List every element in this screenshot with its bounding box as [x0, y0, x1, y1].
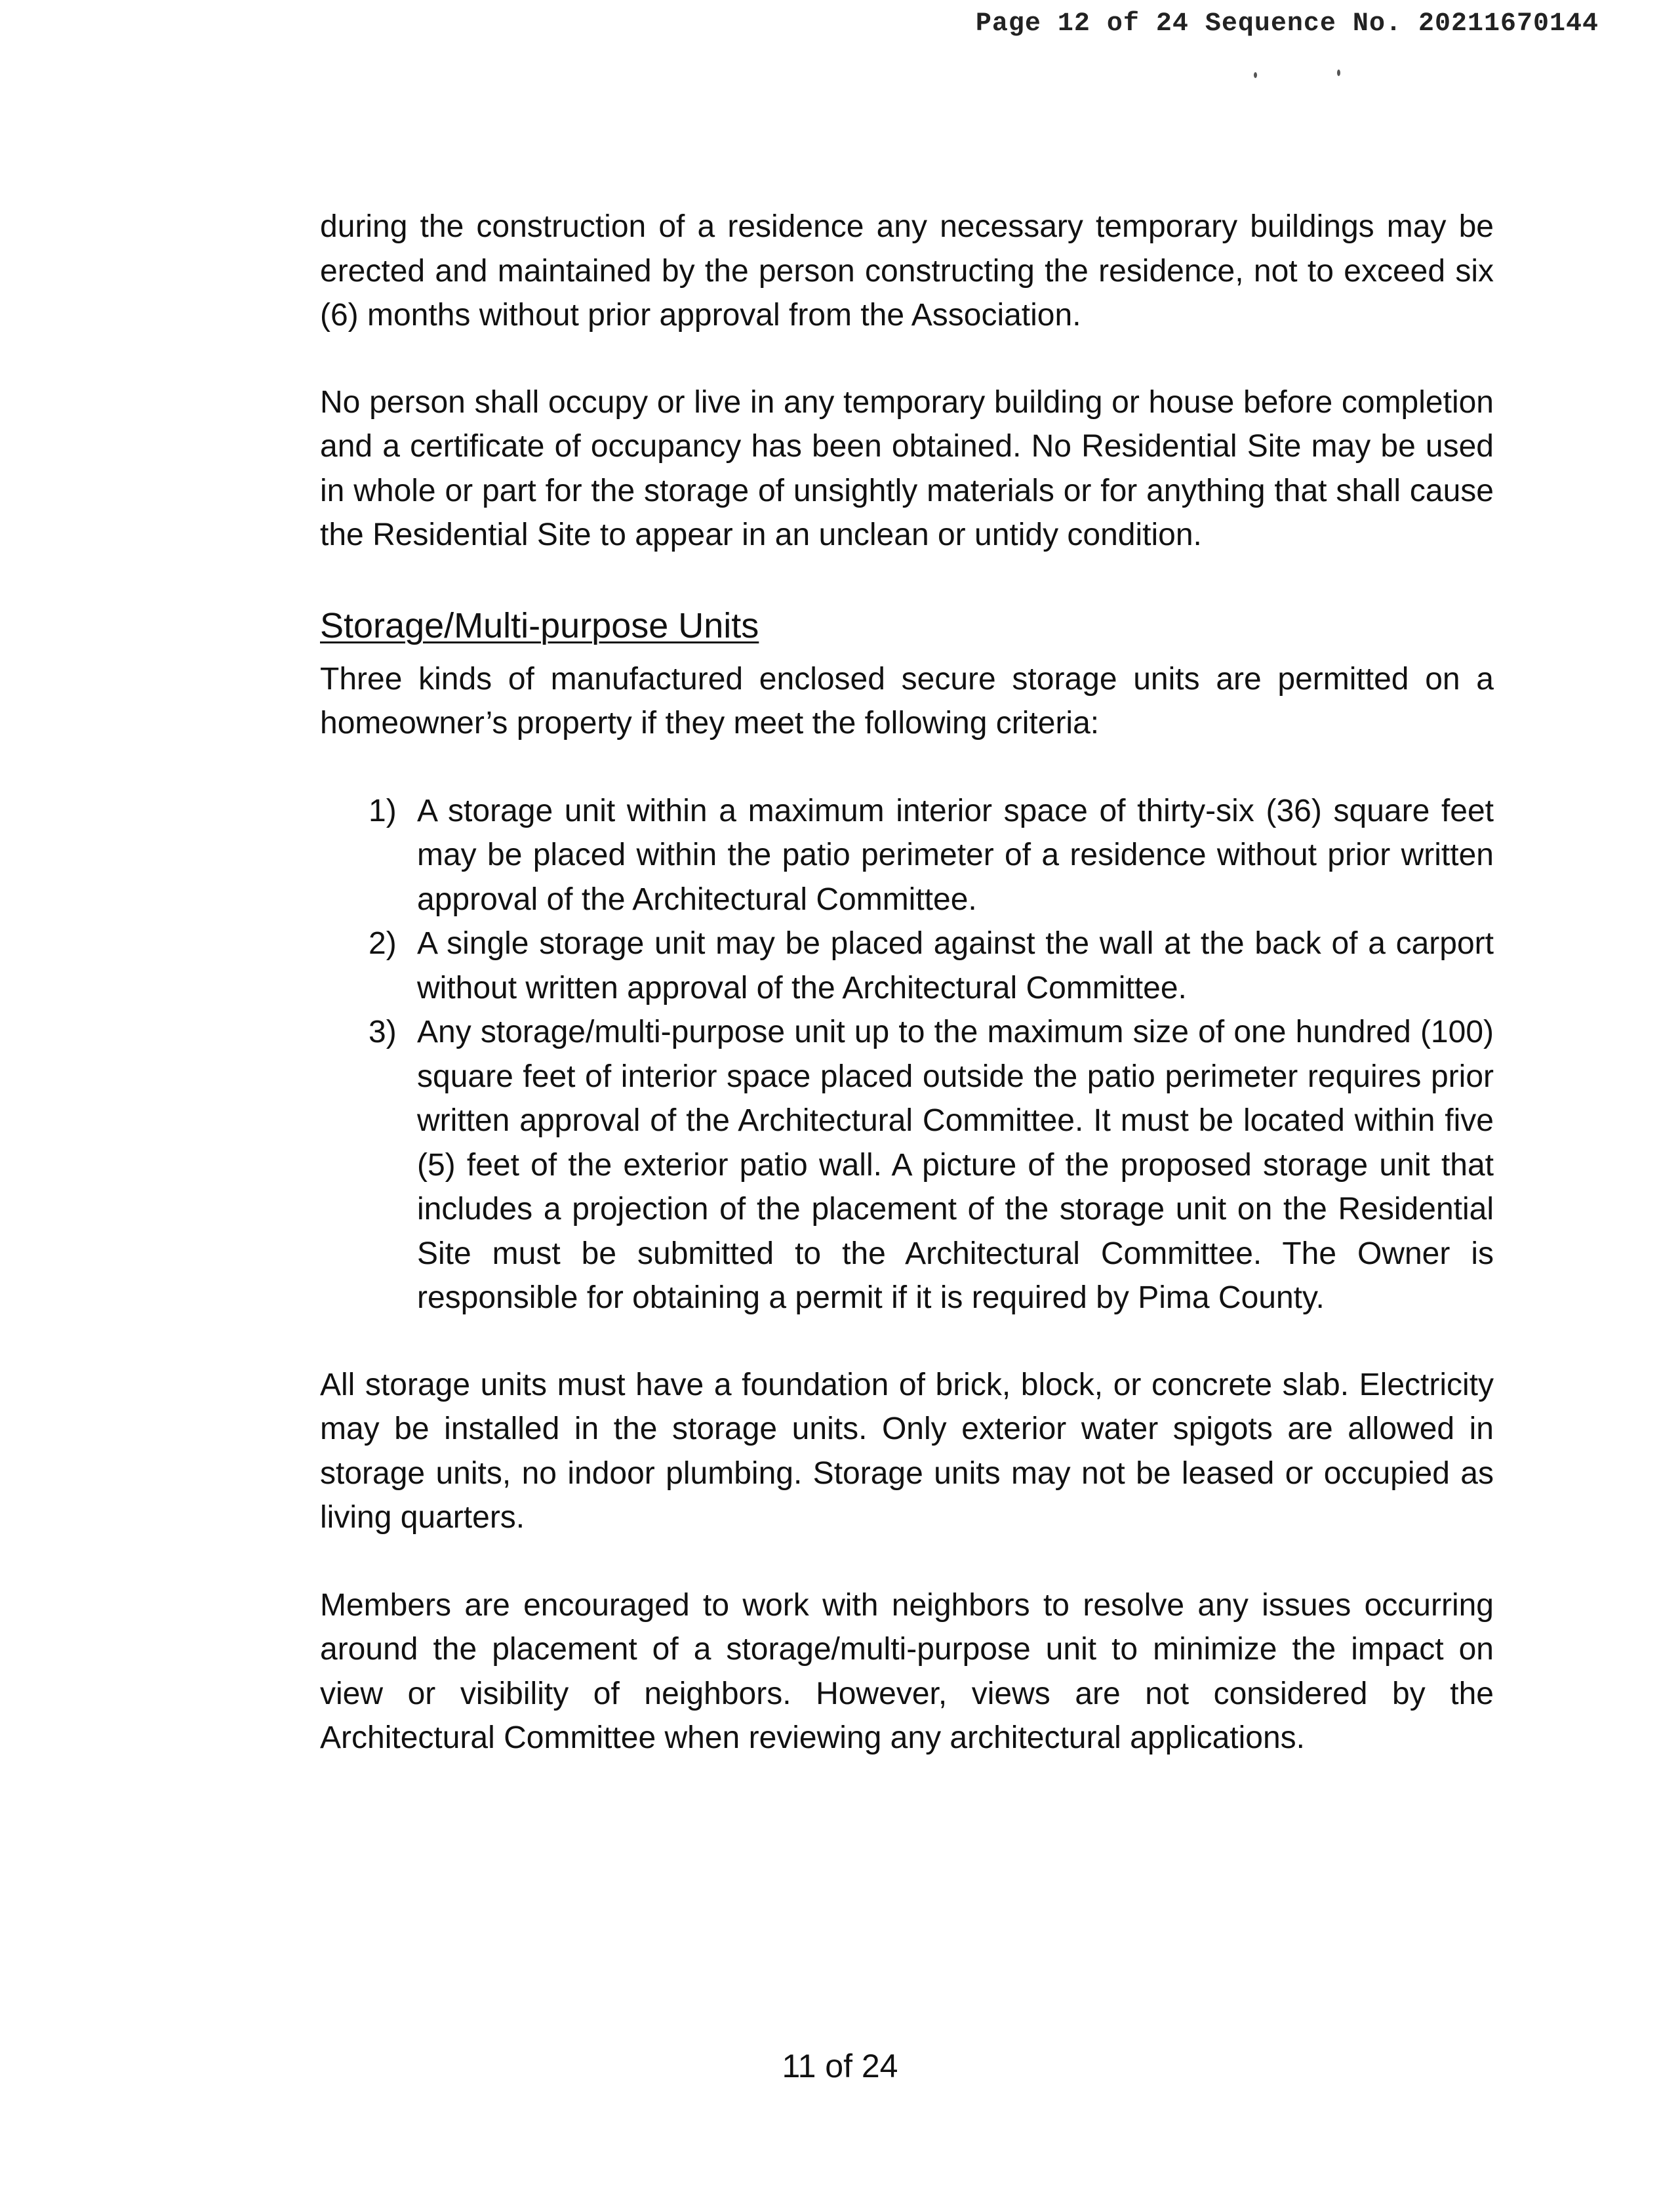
paragraph-neighbors: Members are encouraged to work with neighbors to resolve any issues occurring around the placement of a storage/multi-purpose unit to minimize the impact on view or visibility of neighbors. However, views are not considered by the Architectural Committee when reviewing any architectural applications.: [320, 1587, 1494, 1755]
paragraph-foundation: All storage units must have a foundation of brick, block, or concrete slab. Electricity may be installed in the storage units. Only exterior water spigots are allowed in storage units, no indoor plumbing. Storage units may not be leased or occupied as living quarters.: [320, 1367, 1494, 1535]
document-body: [320, 205, 1494, 1760]
criteria-text: Any storage/multi-purpose unit up to the maximum size of one hundred (100) square feet of interior space placed outside the patio perimeter requires prior written approval of the Architectural Committee. It must be located within five (5) feet of the exterior patio wall. A picture of the proposed storage unit that includes a projection of the placement of the storage unit on the Residential Site must be submitted to the Architectural Committee. The Owner is responsible for obtaining a permit if it is required by Pima County.: [417, 1015, 1494, 1315]
section-heading-storage-units: Storage/Multi-purpose Units: [320, 605, 759, 645]
scan-speck: [1337, 70, 1340, 76]
criteria-text: A single storage unit may be placed against the wall at the back of a carport without written approval of the Architectural Committee.: [417, 926, 1494, 1005]
criteria-item: [320, 789, 1494, 922]
criteria-number: 3): [369, 1015, 397, 1049]
criteria-number: 2): [369, 926, 397, 961]
storage-criteria-list: [320, 789, 1494, 1320]
scan-speck: [1254, 72, 1257, 78]
recording-page-header: Page 12 of 24 Sequence No. 20211670144: [975, 9, 1599, 39]
paragraph-temporary-buildings: during the construction of a residence any necessary temporary buildings may be erected and maintained by the person constructing the residence, not to exceed six (6) months without prior approval from the Association.: [320, 209, 1494, 333]
criteria-item: [320, 922, 1494, 1010]
paragraph-occupancy: No person shall occupy or live in any temporary building or house before completion and a certificate of occupancy has been obtained. No Residential Site may be used in whole or part for the storage of unsightly materials or for anything that shall cause the Residential Site to appear in an unclean or untidy condition.: [320, 384, 1494, 552]
criteria-item: [320, 1010, 1494, 1320]
criteria-number: 1): [369, 793, 397, 828]
criteria-text: A storage unit within a maximum interior space of thirty-six (36) square feet may be placed within the patio perimeter of a residence without prior written approval of the Architectural Committee.: [417, 793, 1494, 917]
paragraph-storage-intro: Three kinds of manufactured enclosed secure storage units are permitted on a homeowner’s property if they meet the following criteria:: [320, 661, 1494, 741]
footer-page-number: 11 of 24: [782, 2048, 898, 2084]
